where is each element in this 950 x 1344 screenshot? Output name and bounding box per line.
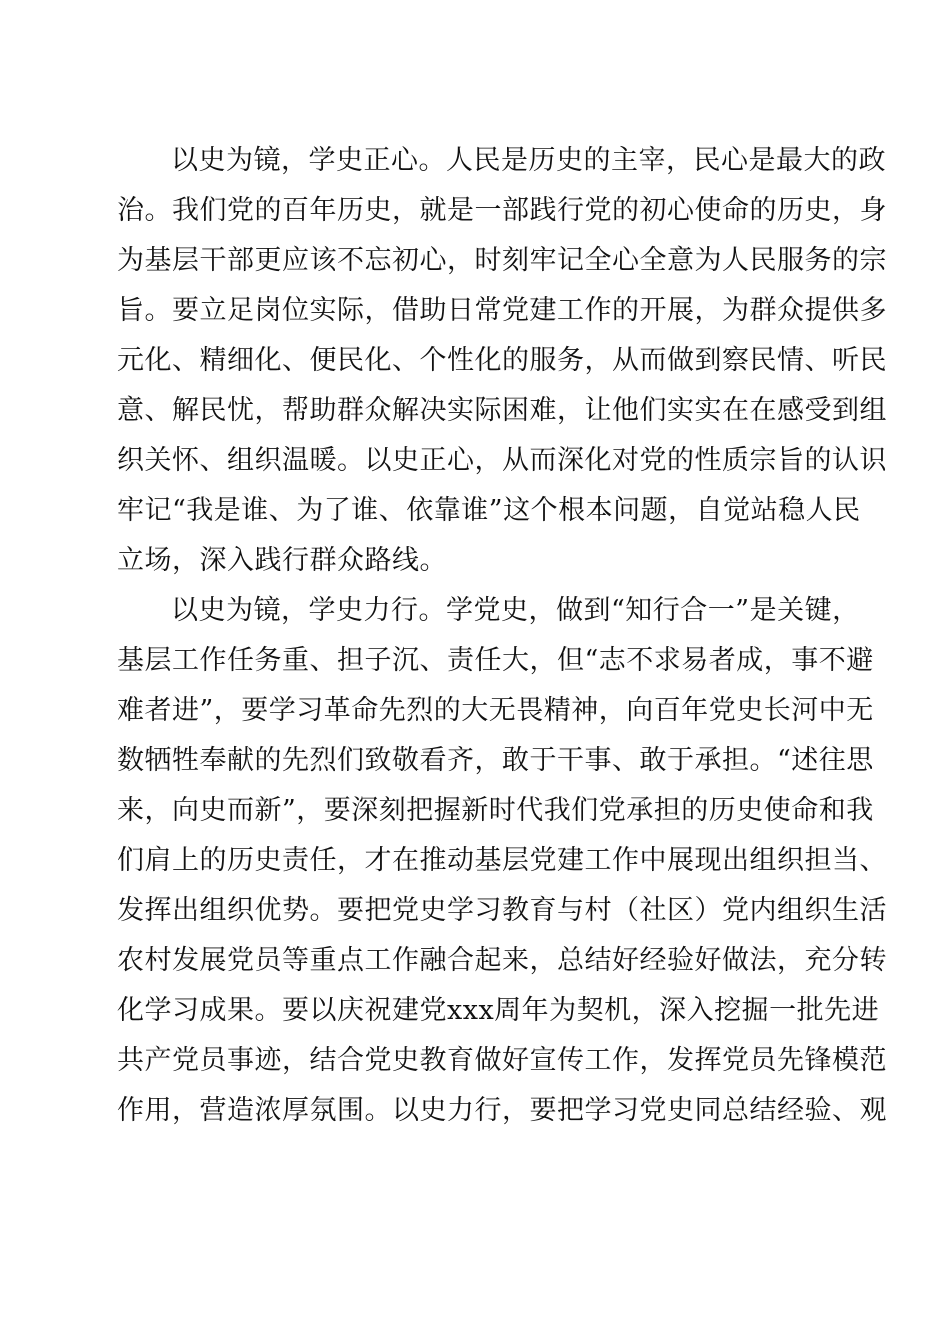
paragraph-1-line-5: 元化、精细化、便民化、个性化的服务，从而做到察民情、听民	[117, 345, 887, 376]
paragraph-2-line-11: 作用，营造浓厚氛围。以史力行，要把学习党史同总结经验、观	[117, 1095, 887, 1126]
paragraph-2-line-2: 基层工作任务重、担子沉、责任大，但“志不求易者成，事不避	[117, 645, 874, 676]
paragraph-2-line-9: 化学习成果。要以庆祝建党xxx周年为契机，深入挖掘一批先进	[117, 995, 880, 1026]
paragraph-2-line-1: 以史为镜，学史力行。学党史，做到“知行合一”是关键，	[171, 595, 860, 626]
paragraph-2-line-8: 农村发展党员等重点工作融合起来，总结好经验好做法，充分转	[117, 945, 887, 976]
paragraph-2-line-10: 共产党员事迹，结合党史教育做好宣传工作，发挥党员先锋模范	[117, 1045, 887, 1076]
paragraph-1-line-3: 为基层干部更应该不忘初心，时刻牢记全心全意为人民服务的宗	[117, 245, 887, 276]
paragraph-1-line-8: 牢记“我是谁、为了谁、依靠谁”这个根本问题，自觉站稳人民	[117, 495, 861, 526]
paragraph-1-line-6: 意、解民忧，帮助群众解决实际困难，让他们实实在在感受到组	[117, 395, 887, 426]
paragraph-2-line-3: 难者进”，要学习革命先烈的大无畏精神，向百年党史长河中无	[117, 695, 874, 726]
paragraph-1-line-7: 织关怀、组织温暖。以史正心，从而深化对党的性质宗旨的认识	[117, 445, 887, 476]
paragraph-1-line-2: 治。我们党的百年历史，就是一部践行党的初心使命的历史，身	[117, 195, 887, 226]
paragraph-2-line-6: 们肩上的历史责任，才在推动基层党建工作中展现出组织担当、	[117, 845, 887, 876]
paragraph-1-line-9: 立场，深入践行群众路线。	[117, 545, 447, 576]
paragraph-2-line-4: 数牺牲奉献的先烈们致敬看齐，敢于干事、敢于承担。“述往思	[117, 745, 874, 776]
paragraph-1-line-4: 旨。要立足岗位实际，借助日常党建工作的开展，为群众提供多	[117, 295, 887, 326]
paragraph-1-line-1: 以史为镜，学史正心。人民是历史的主宰，民心是最大的政	[171, 145, 886, 176]
paragraph-2-line-5: 来，向史而新”，要深刻把握新时代我们党承担的历史使命和我	[117, 795, 874, 826]
paragraph-2-line-7: 发挥出组织优势。要把党史学习教育与村（社区）党内组织生活	[117, 895, 887, 926]
